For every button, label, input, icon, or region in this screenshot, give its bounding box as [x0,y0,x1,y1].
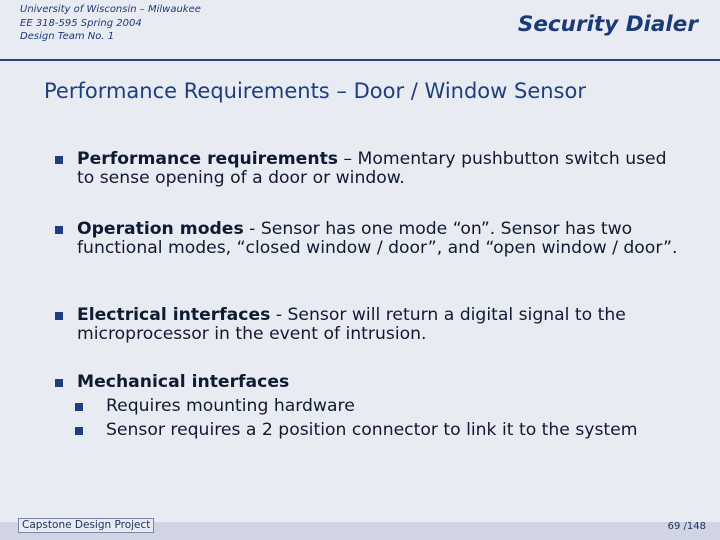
square-bullet-icon [55,156,63,164]
bullet-operation-modes [44,220,684,258]
square-bullet-icon [55,226,63,234]
square-bullet-icon [55,312,63,320]
slide-header [0,0,720,62]
sub-bullet-text: Sensor requires a 2 position connector to link it to the system [106,420,638,440]
bullet-text [77,150,684,188]
footer-project-label: Capstone Design Project [18,518,154,533]
sub-bullet-mounting-hardware [75,397,684,416]
course-info-course: EE 318-595 Spring 2004 [20,17,142,29]
presentation-title: Security Dialer [517,12,698,37]
slide-title: Performance Requirements – Door / Window Sensor [44,79,586,103]
bullet-lead: Performance requirements [77,149,339,169]
slide-footer [0,516,720,540]
square-bullet-icon [75,427,83,435]
bullet-lead: Electrical interfaces [77,305,271,325]
bullet-mechanical-interfaces [44,373,684,440]
bullet-text [77,220,684,258]
bullet-electrical-interfaces [44,306,684,344]
bullet-lead: Mechanical interfaces [77,372,290,392]
bullet-performance-requirements [44,150,684,188]
course-info [20,3,201,44]
square-bullet-icon [75,403,83,411]
bullet-body: – Momentary pushbutton switch used to sense opening of a door or window. [77,149,667,188]
bullet-text [77,306,684,344]
course-info-team: Design Team No. 1 [20,31,115,42]
bullet-body: - Sensor will return a digital signal to the microprocessor in the event of intrusion. [77,305,626,344]
square-bullet-icon [55,379,63,387]
page-number: 69 /148 [667,521,706,532]
bullet-text [77,373,684,392]
sub-bullet-connector [75,421,684,440]
bullet-body: - Sensor has one mode “on”. Sensor has two functional modes, “closed window / door”, and “open window / door”. [77,219,678,258]
course-info-university: University of Wisconsin – Milwaukee [20,4,201,15]
sub-bullet-text: Requires mounting hardware [106,396,355,416]
bullet-lead: Operation modes [77,219,244,239]
header-divider [0,59,720,61]
